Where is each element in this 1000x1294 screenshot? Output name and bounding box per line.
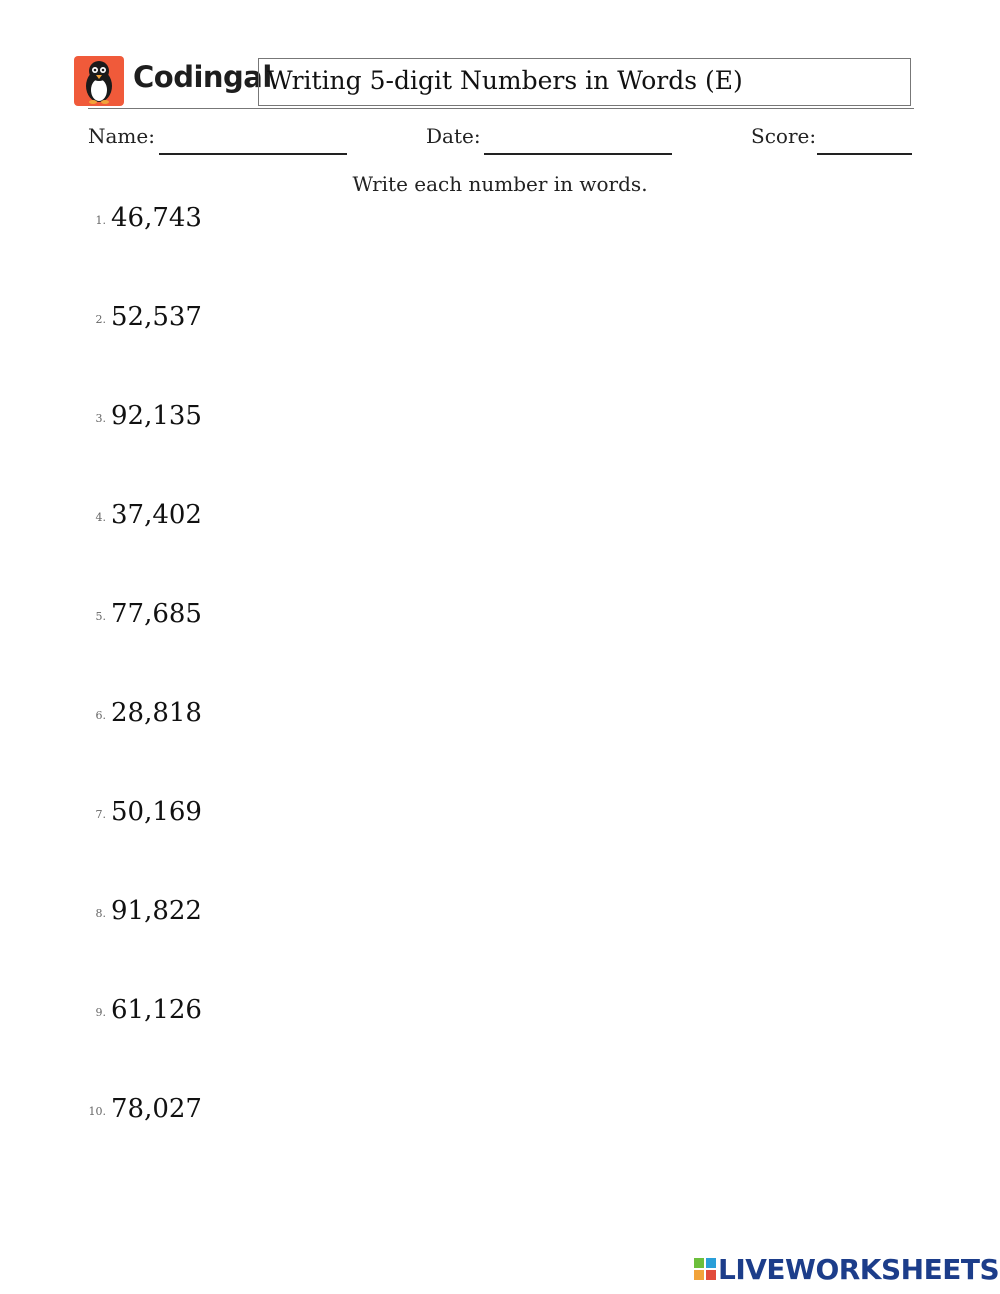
date-label: Date: [426, 124, 481, 148]
codingal-logo [74, 56, 124, 106]
instructions: Write each number in words. [352, 172, 648, 196]
title-box [258, 58, 911, 106]
problem-value: 61,126 [111, 995, 202, 1025]
score-field[interactable] [817, 153, 912, 155]
worksheet-title: Writing 5-digit Numbers in Words (E) [267, 66, 743, 95]
worksheet-header [74, 56, 914, 110]
score-label: Score: [751, 124, 817, 148]
problem-value: 92,135 [111, 401, 202, 431]
problem-item [60, 694, 360, 728]
date-field[interactable] [484, 153, 672, 155]
problem-number: 1. [95, 214, 106, 227]
problem-number: 4. [95, 511, 106, 524]
problem-value: 46,743 [111, 203, 202, 233]
problem-item [60, 496, 360, 530]
name-label: Name: [88, 124, 155, 148]
problem-number: 9. [95, 1006, 106, 1019]
problem-value: 91,822 [111, 896, 202, 926]
problem-number: 8. [95, 907, 106, 920]
problem-value: 52,537 [111, 302, 202, 332]
problem-item [60, 892, 360, 926]
liveworksheets-brand: LIVEWORKSHEETS [718, 1253, 1000, 1286]
problem-item [60, 991, 360, 1025]
problem-item [60, 793, 360, 827]
problem-number: 5. [95, 610, 106, 623]
problem-item [60, 595, 360, 629]
problem-number: 6. [95, 709, 106, 722]
problem-item [60, 1090, 360, 1124]
problem-value: 28,818 [111, 698, 202, 728]
problem-number: 7. [95, 808, 106, 821]
problem-item [60, 397, 360, 431]
problem-value: 50,169 [111, 797, 202, 827]
problem-value: 78,027 [111, 1094, 202, 1124]
brand-name: Codingal [133, 60, 272, 94]
header-divider [88, 108, 914, 109]
problem-value: 37,402 [111, 500, 202, 530]
name-field[interactable] [159, 153, 347, 155]
problem-number: 10. [88, 1105, 106, 1118]
problem-item [60, 199, 360, 233]
liveworksheets-mark-icon [694, 1258, 716, 1280]
problem-number: 2. [95, 313, 106, 326]
problem-number: 3. [95, 412, 106, 425]
problem-value: 77,685 [111, 599, 202, 629]
problem-item [60, 298, 360, 332]
penguin-icon [74, 56, 124, 106]
